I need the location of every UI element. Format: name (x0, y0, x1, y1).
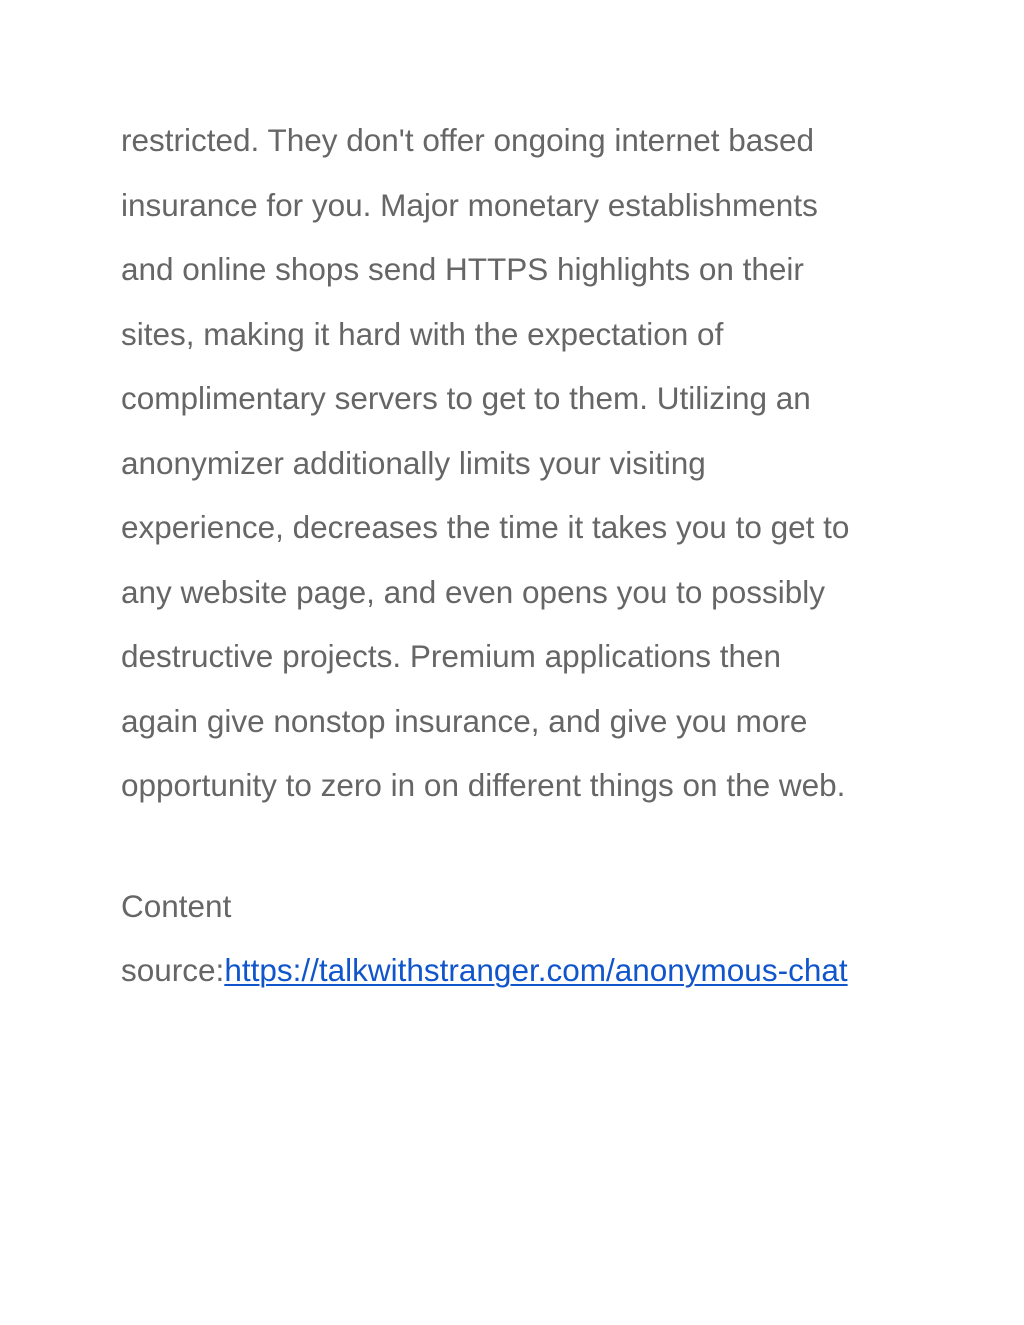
source-line (121, 938, 921, 1003)
source-link[interactable]: https://talkwithstranger.com/anonymous-chat (224, 952, 848, 988)
paragraph-line: opportunity to zero in on different things on the web. (121, 767, 846, 803)
paragraph-line: experience, decreases the time it takes you to get to (121, 509, 850, 545)
paragraph-line: sites, making it hard with the expectation of (121, 315, 724, 352)
paragraph-line: insurance for you. Major monetary establishments (121, 186, 818, 223)
source-label-line: Content (121, 887, 232, 924)
paragraph-line: any website page, and even opens you to possibly (121, 573, 825, 610)
body-paragraph (121, 108, 921, 818)
source-prefix: source: (121, 952, 225, 988)
content-source (121, 874, 921, 1003)
paragraph-line: complimentary servers to get to them. Utilizing an (121, 380, 811, 416)
document-body (121, 108, 921, 1003)
paragraph-spacer (121, 818, 921, 874)
paragraph-line: anonymizer additionally limits your visiting (121, 444, 706, 481)
paragraph-line: destructive projects. Premium applications then (121, 638, 782, 674)
paragraph-line: restricted. They don't offer ongoing internet based (121, 122, 815, 158)
paragraph-line: again give nonstop insurance, and give you more (121, 702, 808, 739)
paragraph-line: and online shops send HTTPS highlights on their (121, 251, 804, 287)
